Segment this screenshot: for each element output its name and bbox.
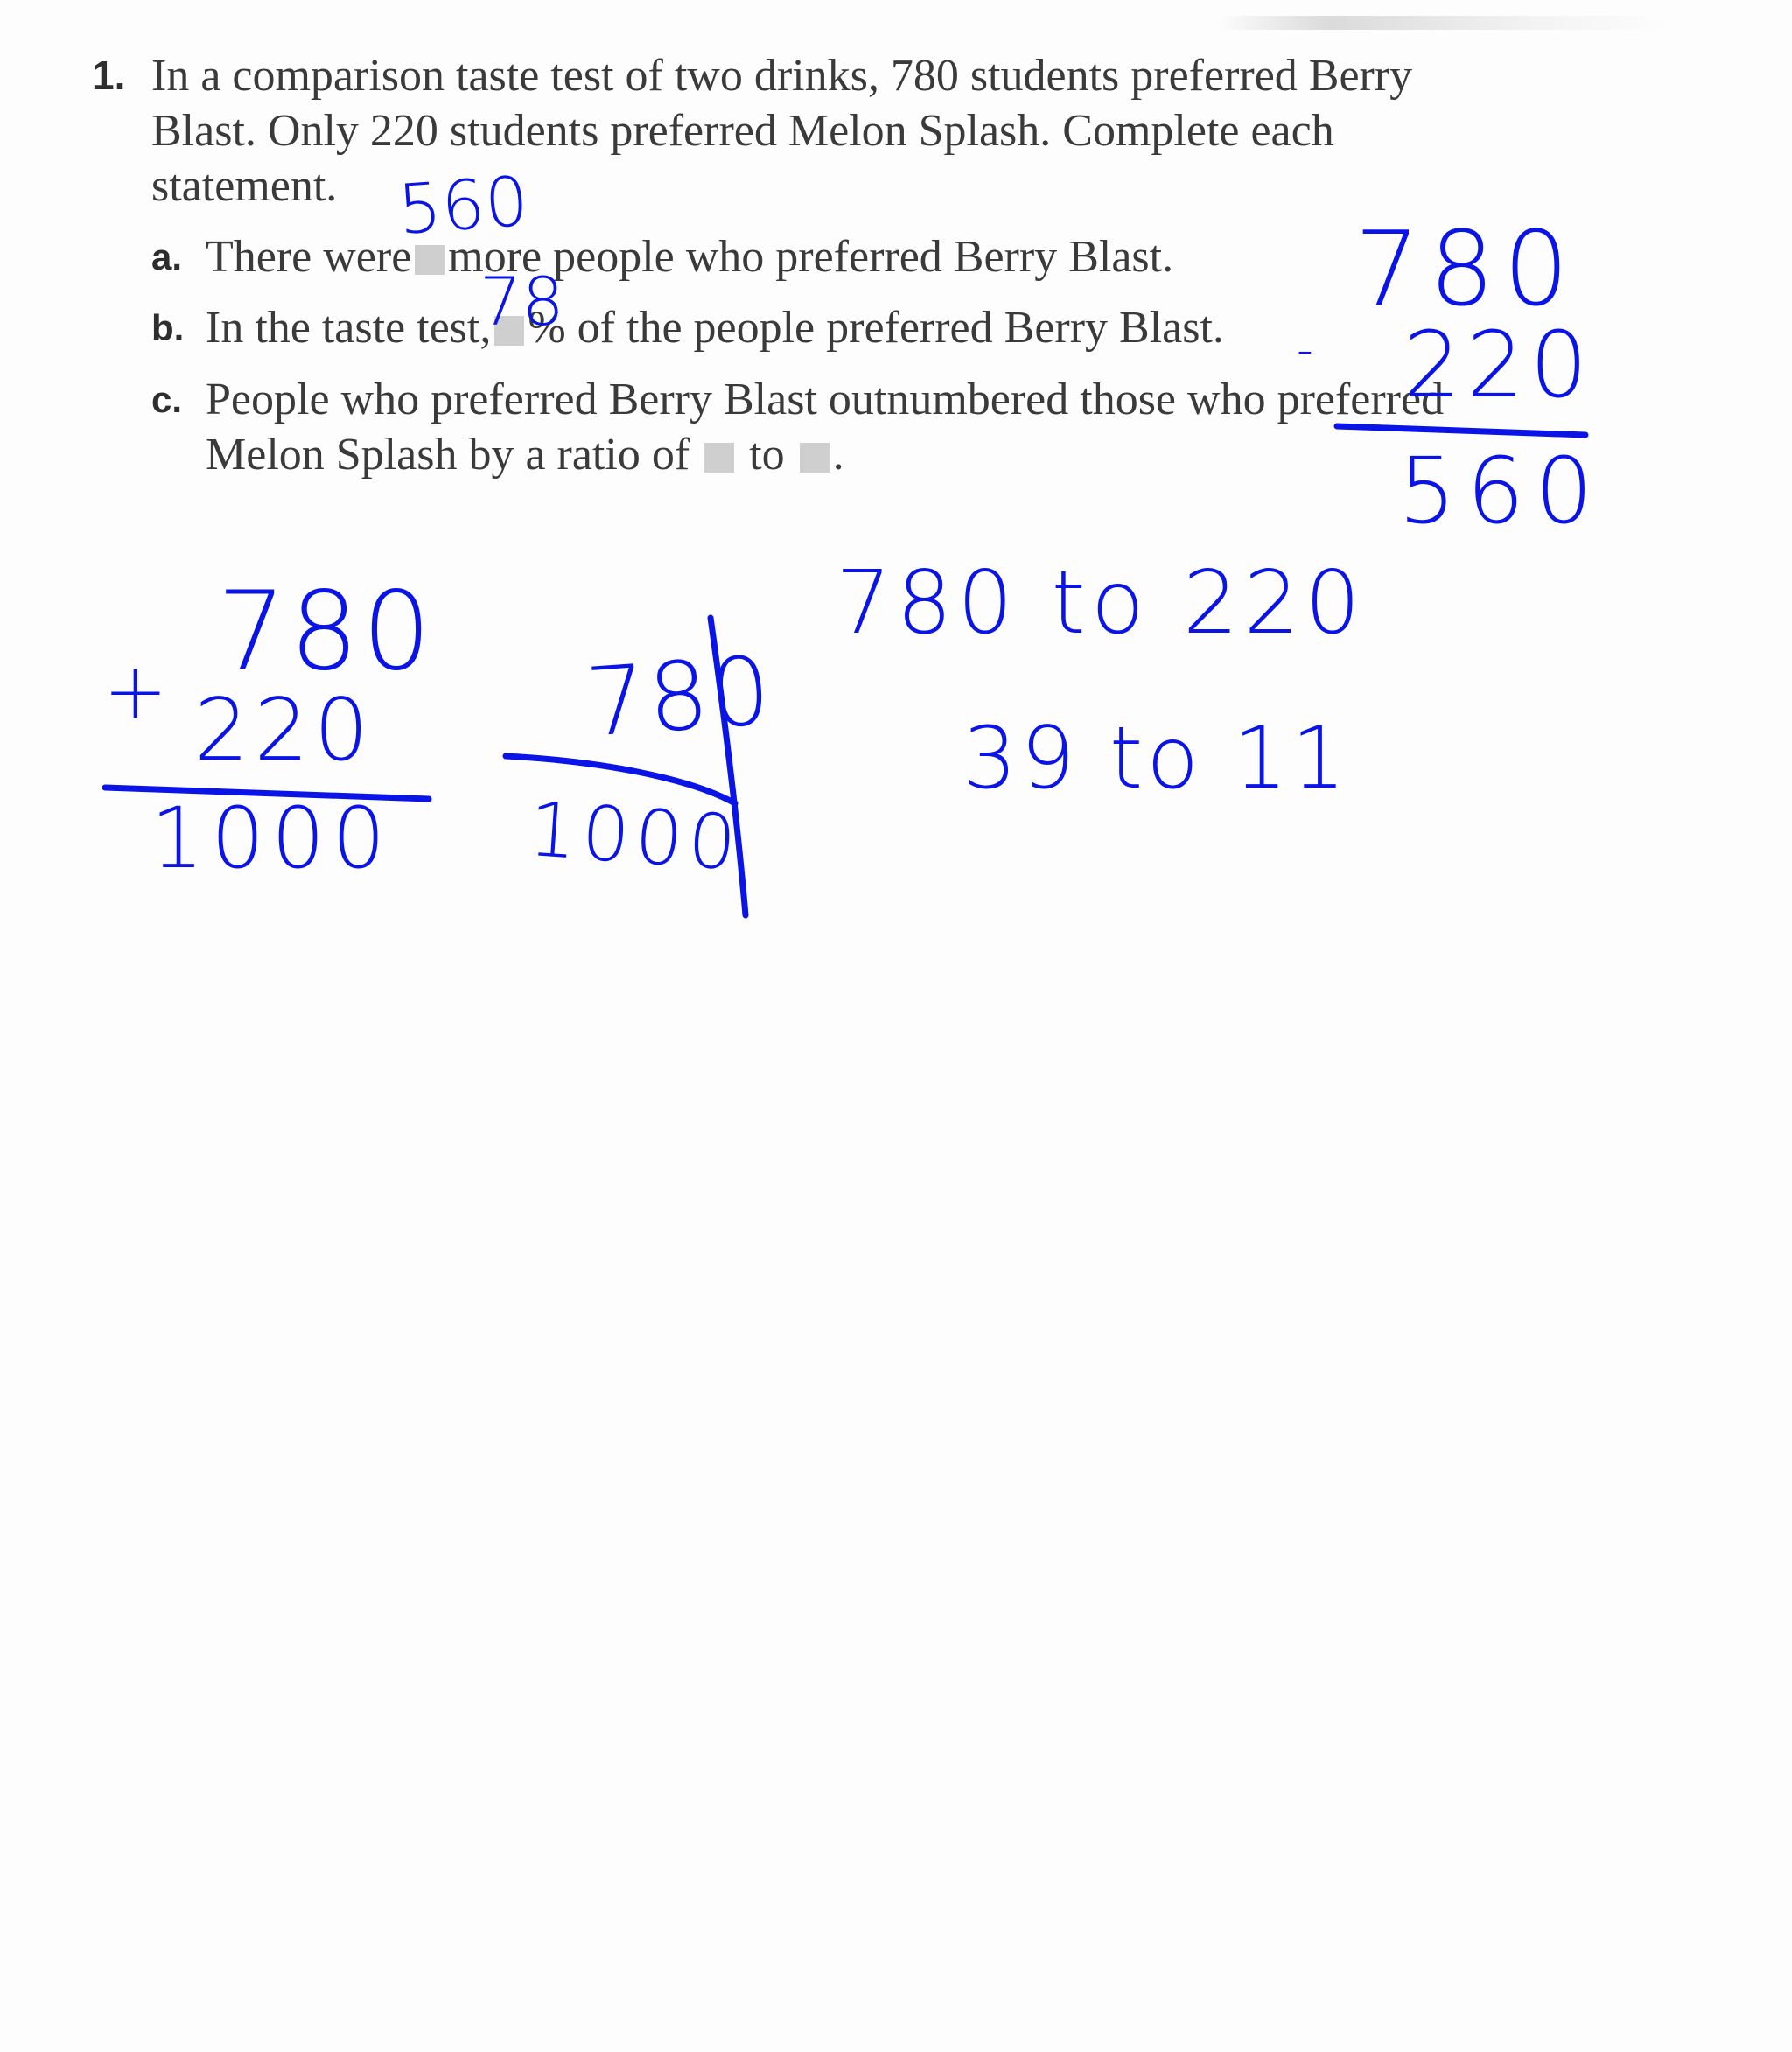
answer-blank-c1[interactable] <box>704 443 734 473</box>
part-b-letter: b. <box>151 307 185 348</box>
question-number: 1. <box>92 53 126 98</box>
handwritten-add-result: 1000 <box>150 789 393 887</box>
part-c-after: . <box>832 430 844 480</box>
part-c-text <box>206 372 1466 482</box>
part-b-after: % of the people preferred Berry Blast. <box>528 303 1224 353</box>
handwritten-add-top: 780 <box>217 569 435 695</box>
part-a-before: There were <box>206 232 412 282</box>
handwritten-subtract-top: 780 <box>1354 208 1578 329</box>
handwritten-add-bottom: 220 <box>194 681 374 781</box>
question-stem: In a comparison taste test of two drinks, 780 students preferred Berry Blast. Only 220 students preferred Melon Splash. Complete each statement. <box>151 51 1413 211</box>
part-a-text <box>206 229 1448 284</box>
part-a-after: more people who preferred Berry Blast. <box>448 232 1174 282</box>
part-c-before: People who preferred Berry Blast outnumbered those who preferred Melon Splash by a ratio of <box>206 375 1445 480</box>
scan-shadow <box>1216 16 1671 30</box>
handwritten-divide-bottom: 1000 <box>526 786 745 888</box>
handwritten-add-sign: + <box>103 646 168 736</box>
part-b-before: In the taste test, <box>206 303 492 353</box>
part-c-middle: to <box>749 430 785 480</box>
handwritten-answer-a: 560 <box>396 162 531 250</box>
answer-blank-c2[interactable] <box>800 443 830 473</box>
part-b-text <box>206 300 1448 355</box>
handwritten-answer-b: 78 <box>480 263 564 340</box>
answer-blank-a[interactable] <box>415 245 444 275</box>
handwritten-ratio-line-2: 39 to 11 <box>962 709 1350 809</box>
handwritten-subtract-sign: - <box>1297 324 1313 376</box>
handwritten-ratio-line-1: 780 to 220 <box>836 551 1366 654</box>
handwritten-divide-top: 780 <box>583 636 776 759</box>
part-a-letter: a. <box>151 236 183 277</box>
handwritten-subtract-result: 560 <box>1398 438 1604 544</box>
part-c-letter: c. <box>151 379 183 420</box>
handwritten-subtract-bottom: 220 <box>1404 312 1593 418</box>
